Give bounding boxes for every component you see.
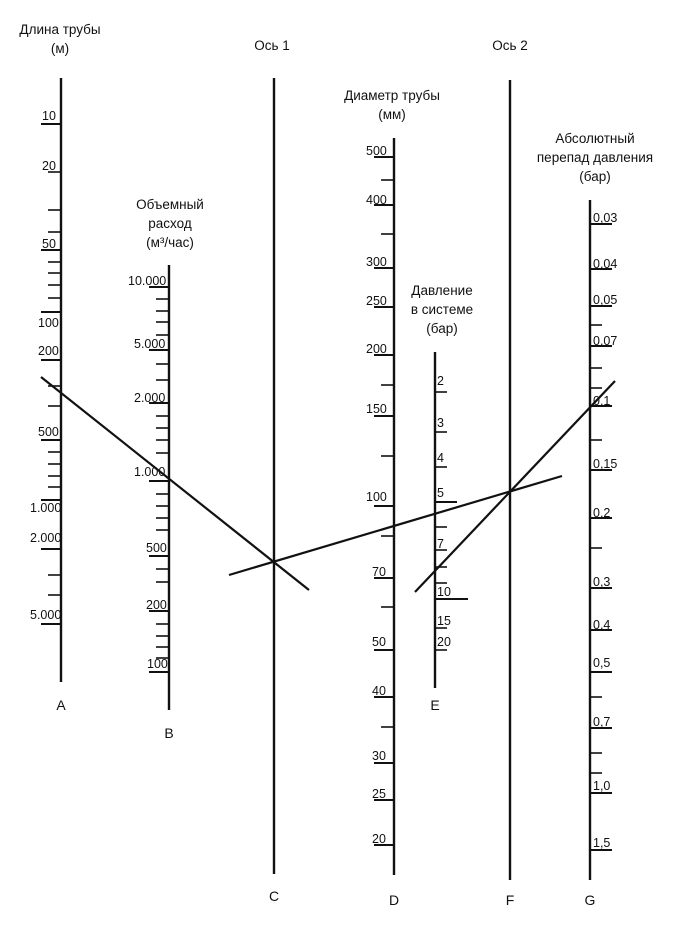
scale-a-label: 5.000 — [30, 608, 62, 622]
scale-e-label: 15 — [437, 614, 451, 628]
scale-b-label: 1.000 — [134, 465, 166, 479]
scale-a-title-line-1: Длина трубы — [19, 22, 101, 37]
scale-d-label: 300 — [366, 255, 387, 269]
scale-g-label: 0,1 — [593, 394, 611, 408]
scale-e-ticks — [435, 392, 468, 650]
scale-e-label: 2 — [437, 374, 444, 388]
scale-e-letter: E — [430, 697, 440, 713]
scale-b-label: 2.000 — [134, 391, 166, 405]
scale-d-label: 200 — [366, 342, 387, 356]
scale-e-label: 3 — [437, 416, 444, 430]
scale-g-label: 0,5 — [593, 656, 611, 670]
axis-f-title: Ось 2 — [492, 38, 528, 53]
scale-e-label: 5 — [437, 486, 444, 500]
example-isolines — [41, 377, 618, 592]
axis-c-letter: C — [268, 888, 280, 904]
scale-a-label: 100 — [38, 316, 59, 330]
scale-g-labels — [593, 211, 617, 850]
scale-d-label: 400 — [366, 193, 387, 207]
isoline-pressure-drop — [415, 381, 618, 592]
scale-g-label: 0,03 — [593, 211, 618, 225]
scale-e-label: 4 — [437, 451, 444, 465]
scale-a-labels — [30, 109, 61, 622]
scale-d-label: 70 — [372, 565, 386, 579]
axis-f-letter: F — [505, 892, 515, 908]
scale-e-label: 20 — [437, 635, 451, 649]
scale-a-label: 10 — [42, 109, 56, 123]
scale-d-pipe-diameter — [344, 88, 440, 908]
scale-g-label: 0,05 — [593, 293, 618, 307]
scale-g-pressure-drop — [537, 131, 653, 908]
axis-f-reference-2 — [492, 38, 528, 908]
scale-g-label: 0,7 — [593, 715, 611, 729]
scale-d-title-line-2: (мм) — [378, 107, 406, 122]
scale-a-title-line-2: (м) — [50, 41, 70, 56]
scale-a-label: 500 — [38, 425, 59, 439]
scale-b-label: 200 — [146, 598, 167, 612]
scale-b-volume-flow — [128, 197, 204, 741]
scale-b-title-line-1: Объемный — [136, 197, 204, 212]
scale-d-label: 20 — [372, 832, 386, 846]
scale-e-title-line-2: в системе — [410, 302, 474, 317]
scale-a-pipe-length — [19, 22, 100, 713]
scale-g-label: 1,0 — [593, 779, 611, 793]
scale-a-label: 20 — [42, 159, 56, 173]
scale-d-label: 40 — [372, 684, 386, 698]
scale-a-label: 1.000 — [30, 501, 62, 515]
scale-e-label: 7 — [437, 537, 444, 551]
axis-c-reference-1 — [254, 38, 290, 904]
scale-g-label: 0,2 — [593, 506, 611, 520]
scale-g-label: 0,07 — [593, 334, 618, 348]
scale-b-label: 5.000 — [134, 337, 166, 351]
scale-g-label: 0,4 — [593, 618, 611, 632]
isoline-length-flow — [41, 377, 309, 590]
scale-a-label: 200 — [38, 344, 59, 358]
scale-d-labels — [366, 144, 387, 846]
scale-g-letter: G — [584, 892, 596, 908]
scale-b-label: 500 — [146, 541, 167, 555]
scale-a-label: 2.000 — [30, 531, 62, 545]
scale-g-ticks — [590, 224, 612, 850]
scale-e-title-line-1: Давление — [411, 283, 473, 298]
scale-g-label: 0,15 — [593, 457, 618, 471]
scale-d-label: 100 — [366, 490, 387, 504]
scale-b-letter: B — [164, 725, 174, 741]
scale-e-system-pressure — [411, 283, 473, 713]
scale-g-label: 0,3 — [593, 575, 611, 589]
axis-c-title: Ось 1 — [254, 38, 290, 53]
scale-d-title-line-1: Диаметр трубы — [344, 88, 440, 103]
scale-d-label: 150 — [366, 402, 387, 416]
scale-d-label: 250 — [366, 294, 387, 308]
scale-g-title-line-3: (бар) — [579, 169, 611, 184]
scale-a-label: 50 — [42, 237, 56, 251]
scale-g-label: 1,5 — [593, 836, 611, 850]
scale-g-title-line-1: Абсолютный — [555, 131, 635, 146]
scale-d-label: 500 — [366, 144, 387, 158]
scale-b-title-line-3: (м³/час) — [146, 235, 194, 250]
scale-g-label: 0,04 — [593, 257, 618, 271]
scale-e-label: 10 — [437, 585, 451, 599]
scale-d-label: 50 — [372, 635, 386, 649]
scale-g-title-line-2: перепад давления — [536, 150, 654, 165]
scale-a-ticks — [41, 124, 61, 624]
scale-b-label: 100 — [147, 657, 168, 671]
scale-a-letter: A — [56, 697, 66, 713]
scale-d-letter: D — [388, 892, 400, 908]
scale-b-title-line-2: расход — [148, 216, 192, 231]
scale-e-title-line-3: (бар) — [426, 321, 458, 336]
scale-b-label: 10.000 — [128, 274, 167, 288]
scale-d-label: 30 — [372, 749, 386, 763]
scale-d-label: 25 — [372, 787, 386, 801]
